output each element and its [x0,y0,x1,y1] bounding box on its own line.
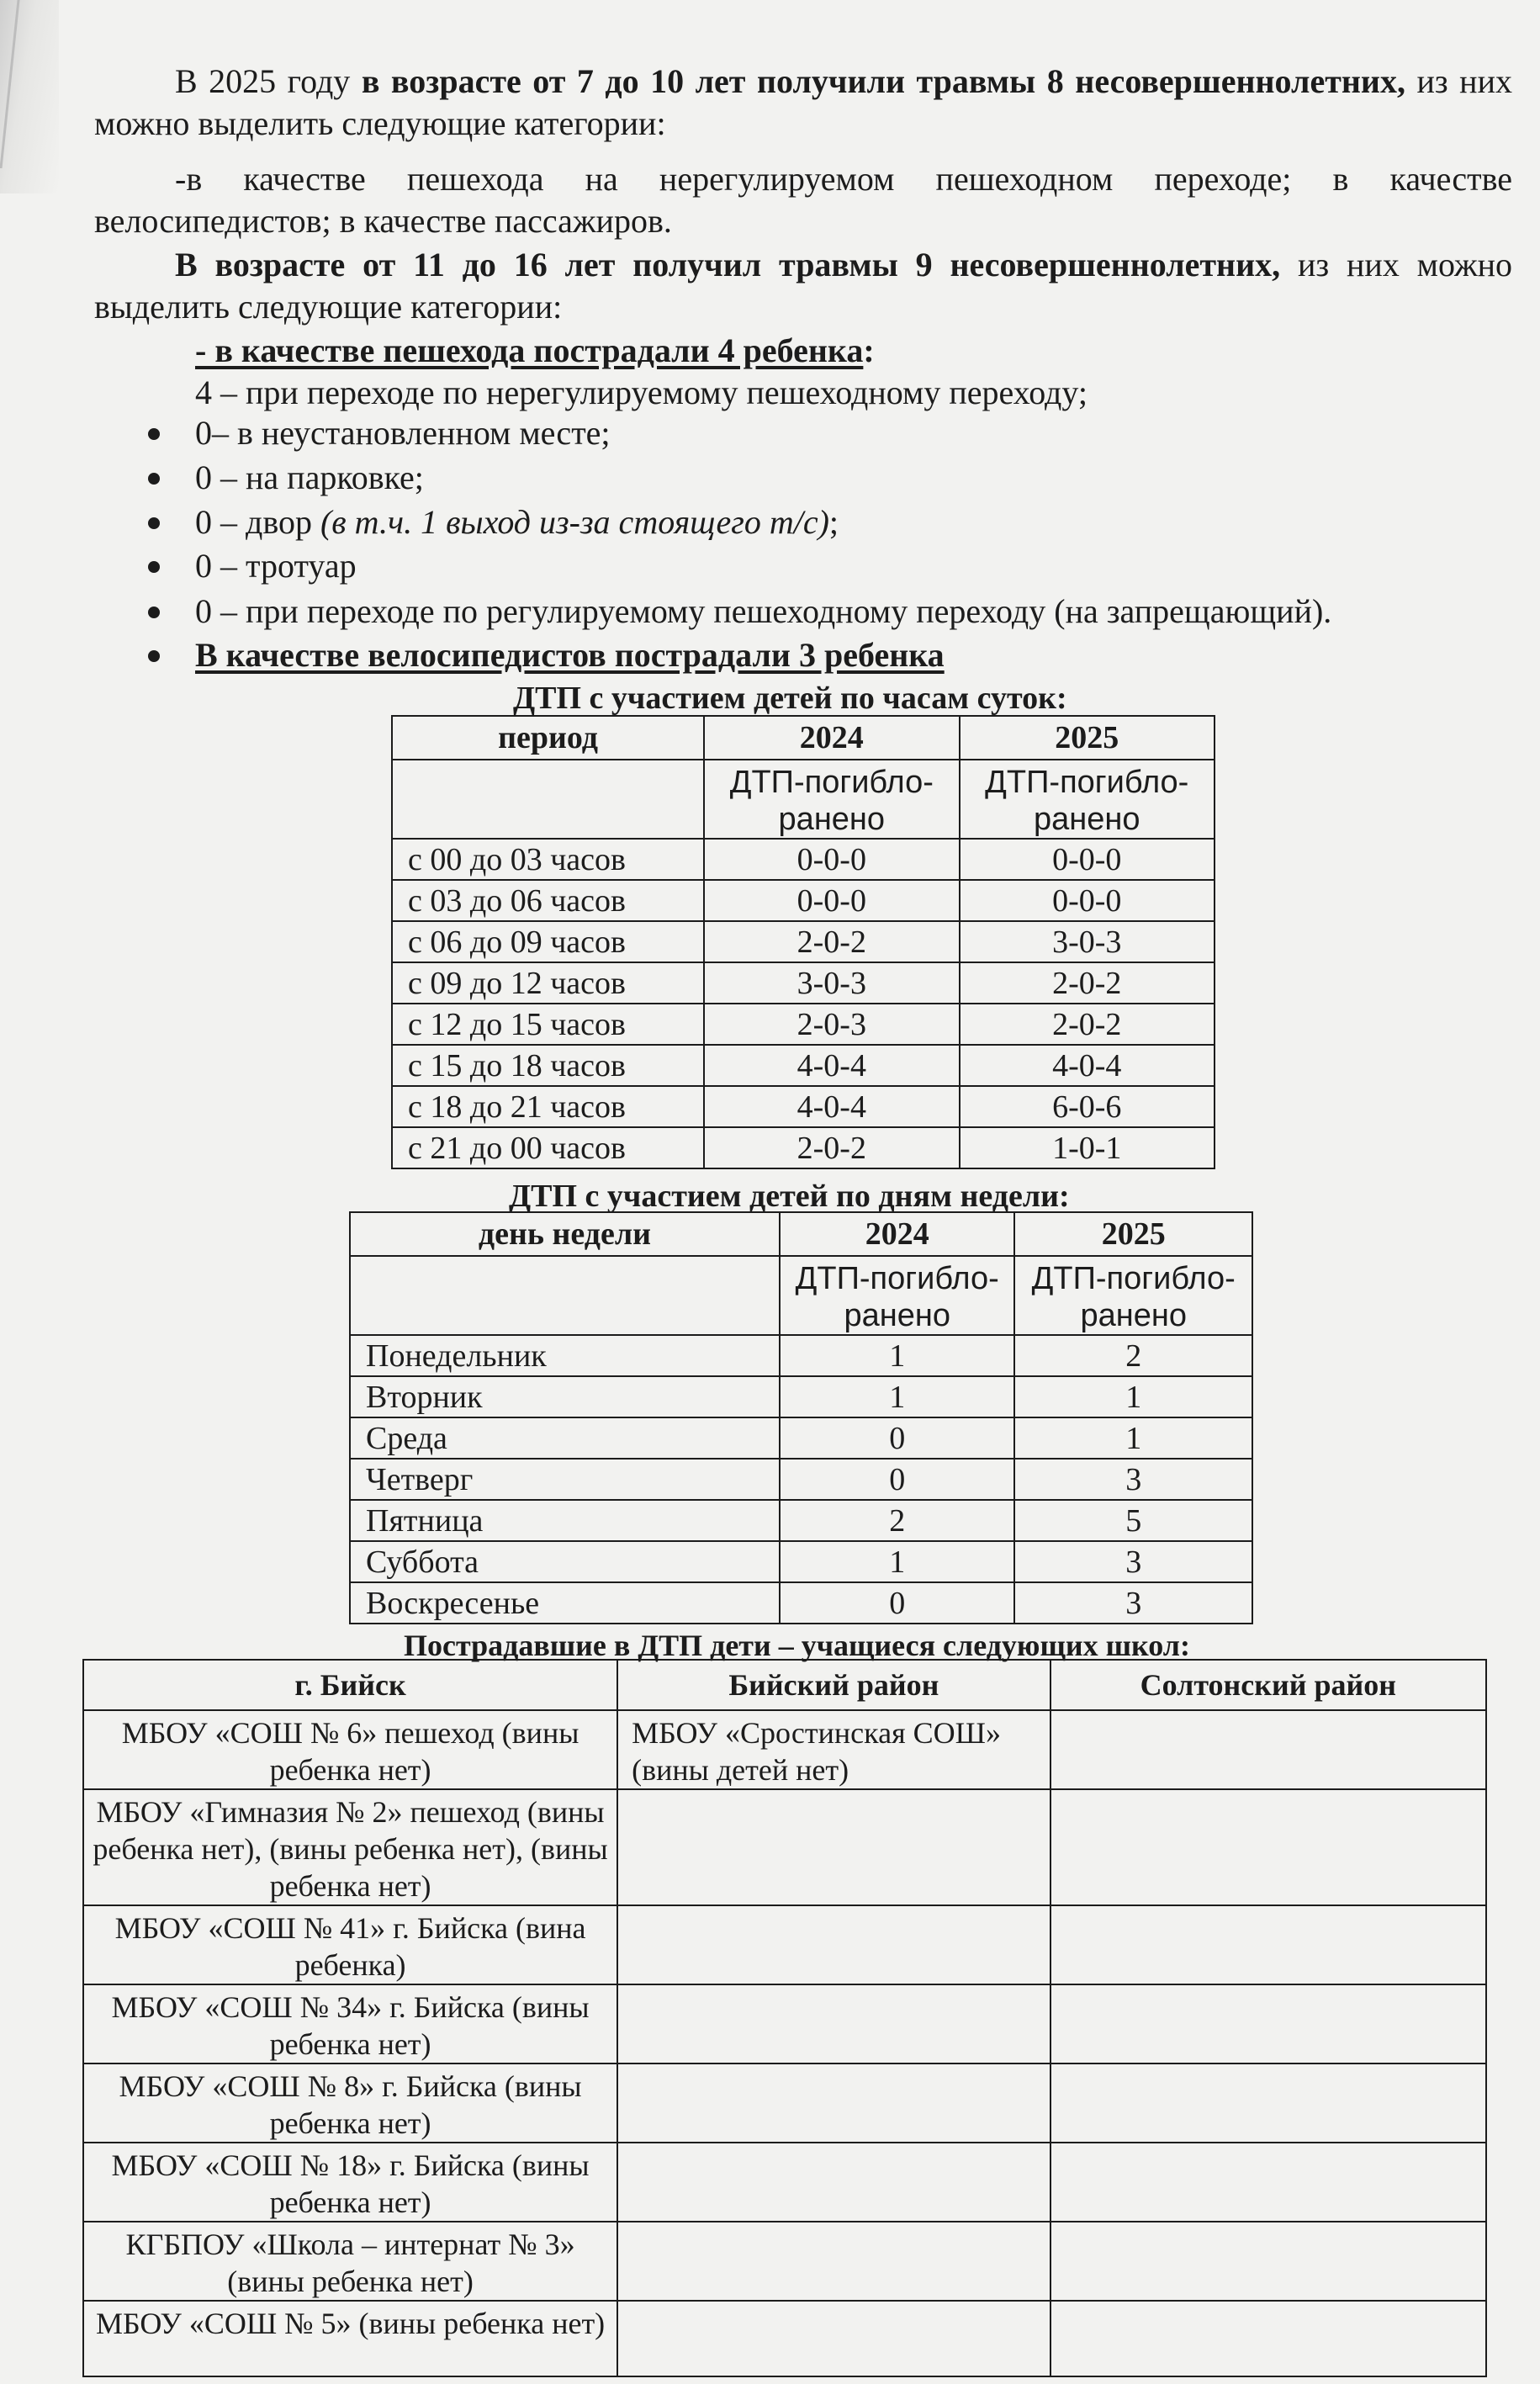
table-hours-caption: ДТП с участием детей по часам суток: [513,681,1067,716]
intro-paragraph-2-line-2: выделить следующие категории: [94,288,563,326]
bullet-dot [148,650,160,662]
table-row: МБОУ «Гимназия № 2» пешеход (вины ребенка нет), (вины ребенка нет), (вины ребенка нет) [83,1789,1486,1905]
bullet-dot [148,473,160,485]
table-days [349,1211,1253,1624]
bullet-dot [148,607,160,618]
intro1-part1: В 2025 году [175,62,362,100]
col-solton: Солтонский район [1050,1660,1486,1710]
table-row: с 06 до 09 часов 2-0-2 3-0-3 [392,921,1215,962]
col-day: день недели [350,1212,780,1256]
intro1-part2: из них [1405,62,1512,100]
table-days-caption: ДТП с участием детей по дням недели: [509,1179,1070,1214]
col-period: период [392,716,704,760]
pedestrians-first-line: 4 – при переходе по нерегулируемому пешеходному переходу; [195,373,1088,411]
sub-2024: ДТП-погибло-ранено [704,760,959,839]
intro2-bold: В возрасте от 11 до 16 лет получил травмы 9 несовершеннолетних, [175,246,1281,283]
pedestrians-heading-text: - в качестве пешехода пострадали 4 ребенка [195,331,864,369]
table-row: Вторник 1 1 [350,1376,1252,1417]
table-row: с 03 до 06 часов 0-0-0 0-0-0 [392,880,1215,921]
table-row: Суббота 1 3 [350,1541,1252,1582]
table-row: Четверг 0 3 [350,1459,1252,1500]
intro-paragraph-1-line-1 [94,61,1512,103]
col-2025: 2025 [1014,1212,1252,1256]
table-row: МБОУ «СОШ № 8» г. Бийска (вины ребенка нет) [83,2063,1486,2143]
intro-paragraph-2-line-1 [94,244,1512,286]
table-subheader-row [350,1256,1252,1335]
table-row: МБОУ «СОШ № 6» пешеход (вины ребенка нет) МБОУ «Сростинская СОШ» (вины детей нет) [83,1710,1486,1789]
sub-2025: ДТП-погибло-ранено [960,760,1215,839]
table-row: Понедельник 1 2 [350,1335,1252,1376]
table-row: с 00 до 03 часов 0-0-0 0-0-0 [392,839,1215,880]
pedestrians-heading [195,330,875,372]
table-row: с 15 до 18 часов 4-0-4 4-0-4 [392,1045,1215,1086]
table-row: Среда 0 1 [350,1417,1252,1459]
table-row: МБОУ «СОШ № 41» г. Бийска (вина ребенка) [83,1905,1486,1984]
bullet-dot [148,561,160,573]
bullet-item: 0– в неустановленном месте; [195,412,611,454]
table-schools-caption: Пострадавшие в ДТП дети – учащиеся следующих школ: [404,1629,1190,1662]
table-row: МБОУ «СОШ № 34» г. Бийска (вины ребенка нет) [83,1984,1486,2063]
sub-2024: ДТП-погибло-ранено [780,1256,1015,1335]
intro-paragraph-1-line-2: можно выделить следующие категории: [94,104,666,142]
table-row: с 09 до 12 часов 3-0-3 2-0-2 [392,962,1215,1004]
col-biysk: г. Бийск [83,1660,617,1710]
col-2024: 2024 [704,716,959,760]
table-header-row [350,1212,1252,1256]
table-row: Воскресенье 0 3 [350,1582,1252,1624]
table-row: МБОУ «СОШ № 5» (вины ребенка нет) [83,2301,1486,2376]
bullet-dot [148,517,160,529]
col-2025: 2025 [960,716,1215,760]
bullet-item-cyclists: В качестве велосипедистов пострадали 3 ребенка [195,634,945,676]
pedestrians-heading-colon: : [863,331,875,369]
bullet-item: 0 – при переходе по регулируемому пешеходному переходу (на запрещающий). [195,591,1331,633]
bullet-item: 0 – двор (в т.ч. 1 выход из-за стоящего т/с); [195,501,839,543]
table-row: с 12 до 15 часов 2-0-3 2-0-2 [392,1004,1215,1045]
intro1-detail-line-1: -в качестве пешехода на нерегулируемом пешеходном переходе; в качестве [175,160,1512,198]
table-subheader-row [392,760,1215,839]
bullet-item: 0 – на парковке; [195,457,424,499]
table-row: Пятница 2 5 [350,1500,1252,1541]
intro1-bold: в возрасте от 7 до 10 лет получили травмы 8 несовершеннолетних, [361,62,1405,100]
intro1-detail-line-2: велосипедистов; в качестве пассажиров. [94,202,672,240]
bullet-item: 0 – тротуар [195,545,357,587]
sub-empty [392,760,704,839]
table-row: КГБПОУ «Школа – интернат № 3» (вины ребенка нет) [83,2222,1486,2301]
table-row: МБОУ «СОШ № 18» г. Бийска (вины ребенка нет) [83,2143,1486,2222]
table-header-row [83,1660,1486,1710]
table-row: с 21 до 00 часов 2-0-2 1-0-1 [392,1127,1215,1168]
intro2-part2: из них можно [1280,246,1512,283]
bullet-dot [148,428,160,440]
sub-empty [350,1256,780,1335]
table-hours [391,715,1215,1169]
table-row: с 18 до 21 часов 4-0-4 6-0-6 [392,1086,1215,1127]
table-header-row [392,716,1215,760]
col-biysk-district: Бийский район [617,1660,1050,1710]
table-schools [82,1659,1487,2377]
col-2024: 2024 [780,1212,1015,1256]
sub-2025: ДТП-погибло-ранено [1014,1256,1252,1335]
